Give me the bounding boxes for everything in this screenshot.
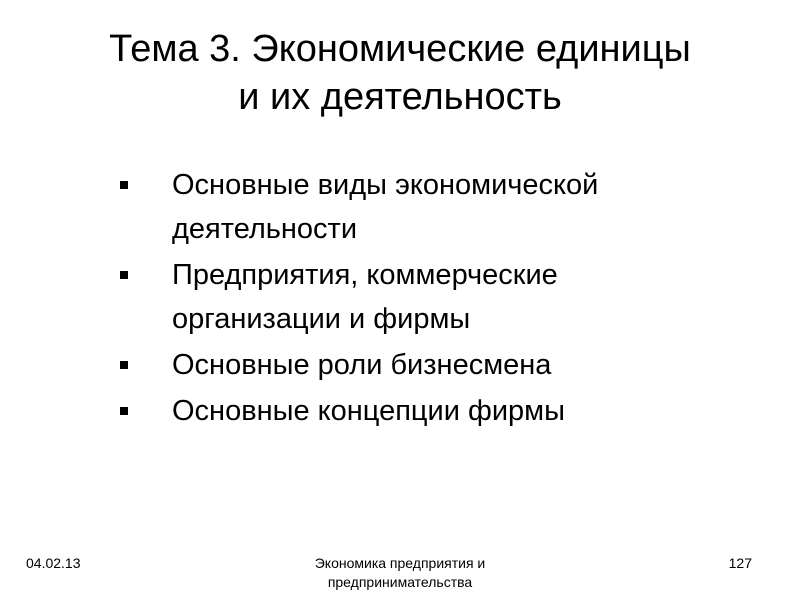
square-bullet-icon — [120, 271, 128, 279]
bullet-text-line-1: Основные концепции фирмы — [172, 395, 565, 427]
footer-page-number: 127 — [728, 555, 752, 571]
slide-title-line-2: и их деятельность — [238, 76, 562, 118]
slide-title-line-1: Тема 3. Экономические единицы — [109, 28, 691, 70]
square-bullet-icon — [120, 407, 128, 415]
bullet-item — [110, 343, 750, 387]
footer-course-line-1: Экономика предприятия и — [314, 555, 486, 571]
bullet-text-line-2: деятельности — [172, 213, 358, 245]
bullet-item — [110, 389, 750, 433]
slide-title — [30, 25, 770, 121]
footer-course-title — [280, 554, 520, 592]
footer-date: 04.02.13 — [26, 555, 81, 571]
bullet-text-line-1: Основные роли бизнесмена — [172, 349, 552, 381]
square-bullet-icon — [120, 181, 128, 189]
bullet-text-line-2: организации и фирмы — [172, 303, 471, 335]
bullet-item — [110, 253, 750, 341]
bullet-text-line-1: Предприятия, коммерческие — [172, 259, 558, 291]
bullet-list — [110, 163, 750, 433]
bullet-text-line-1: Основные виды экономической — [172, 169, 599, 201]
bullet-item — [110, 163, 750, 251]
square-bullet-icon — [120, 361, 128, 369]
footer-course-line-2: предпринимательства — [327, 574, 473, 590]
